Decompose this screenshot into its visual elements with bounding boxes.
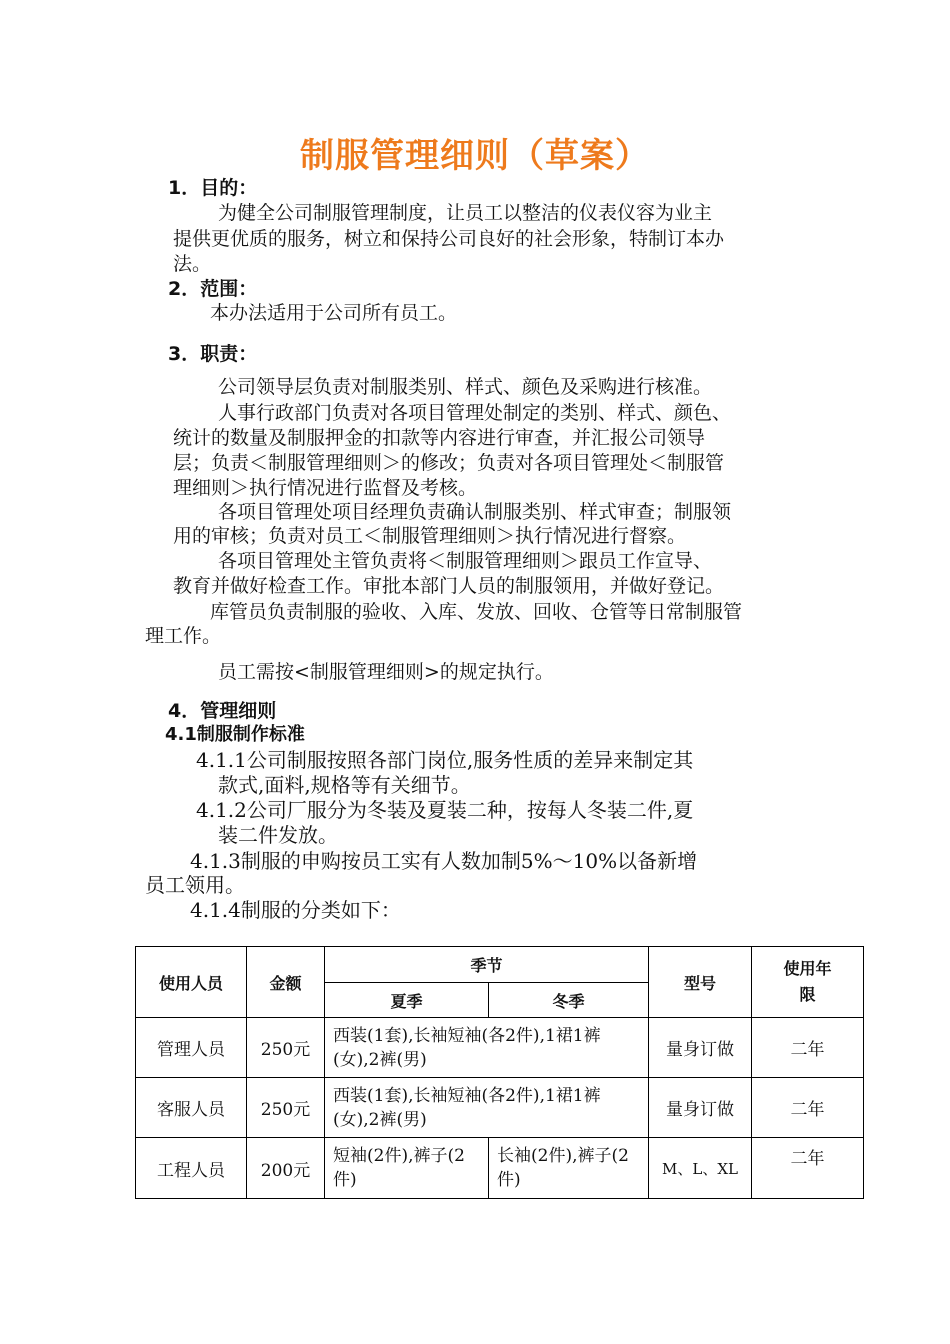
- paragraph-line: 法。: [173, 253, 212, 275]
- paragraph-line: 各项目管理处项目经理负责确认制服类别、样式审查；制服领: [218, 501, 732, 523]
- cell-items: 西装(1套),长袖短袖(各2件),1裙1裤(女),2裤(男): [325, 1078, 649, 1138]
- header-years: [752, 947, 864, 1018]
- header-model: 型号: [649, 947, 752, 1018]
- paragraph-line: 理细则＞执行情况进行监督及考核。: [173, 477, 478, 499]
- table-row: [136, 1138, 864, 1199]
- paragraph-line: 本办法适用于公司所有员工。: [210, 302, 458, 324]
- cell-user: 工程人员: [136, 1138, 247, 1199]
- paragraph-line: 人事行政部门负责对各项目管理处制定的类别、样式、颜色、: [218, 402, 732, 424]
- paragraph-line: 款式,面料,规格等有关细节。: [218, 773, 471, 797]
- paragraph-line: 为健全公司制服管理制度，让员工以整洁的仪表仪容为业主: [218, 202, 713, 224]
- cell-winter: 长袖(2件),裤子(2件): [489, 1138, 649, 1199]
- paragraph-line: 4.1.2公司厂服分为冬装及夏装二种，按每人冬装二件,夏: [196, 798, 694, 822]
- paragraph-line: 统计的数量及制服押金的扣款等内容进行审查，并汇报公司领导: [173, 427, 706, 449]
- page-title: 制服管理细则（草案）: [300, 136, 650, 176]
- table-row: [136, 1018, 864, 1078]
- cell-years: 二年: [752, 1078, 864, 1138]
- header-season: 季节: [325, 947, 649, 983]
- paragraph-line: 装二件发放。: [218, 823, 338, 847]
- header-user: 使用人员: [136, 947, 247, 1018]
- section-2-heading: 2．范围：: [168, 278, 258, 300]
- cell-user: 管理人员: [136, 1018, 247, 1078]
- header-winter: 冬季: [489, 983, 649, 1018]
- cell-amount: 250元: [247, 1078, 325, 1138]
- cell-items: 西装(1套),长袖短袖(各2件),1裙1裤(女),2裤(男): [325, 1018, 649, 1078]
- table-row: [136, 1078, 864, 1138]
- table-header-row: [136, 947, 864, 983]
- paragraph-line: 理工作。: [145, 625, 222, 647]
- paragraph-line: 员工需按<制服管理细则>的规定执行。: [218, 661, 554, 683]
- paragraph-line: 库管员负责制服的验收、入库、发放、回收、仓管等日常制服管: [210, 601, 743, 623]
- paragraph-line: 4.1.1公司制服按照各部门岗位,服务性质的差异来制定其: [196, 748, 694, 772]
- paragraph-line: 提供更优质的服务，树立和保持公司良好的社会形象，特制订本办: [173, 228, 725, 250]
- section-1-heading: 1．目的：: [168, 177, 258, 199]
- header-amount: 金额: [247, 947, 325, 1018]
- cell-summer: 短袖(2件),裤子(2件): [325, 1138, 489, 1199]
- cell-amount: 250元: [247, 1018, 325, 1078]
- paragraph-line: 用的审核；负责对员工＜制服管理细则＞执行情况进行督察。: [173, 525, 687, 547]
- header-years-label: 使用年限: [783, 959, 832, 1004]
- paragraph-line: 层；负责＜制服管理细则＞的修改；负责对各项目管理处＜制服管: [173, 452, 725, 474]
- uniform-classification-table: [135, 946, 864, 1199]
- header-summer: 夏季: [325, 983, 489, 1018]
- cell-model: M、L、XL: [649, 1138, 752, 1199]
- cell-years: 二年: [752, 1138, 864, 1199]
- cell-user: 客服人员: [136, 1078, 247, 1138]
- section-3-heading: 3．职责：: [168, 343, 258, 365]
- cell-amount: 200元: [247, 1138, 325, 1199]
- subsection-heading: 4.1制服制作标准: [165, 724, 305, 745]
- section-4-heading: 4．管理细则: [168, 700, 277, 722]
- cell-years: 二年: [752, 1018, 864, 1078]
- cell-model: 量身订做: [649, 1018, 752, 1078]
- paragraph-line: 员工领用。: [145, 873, 245, 897]
- paragraph-line: 教育并做好检查工作。审批本部门人员的制服领用，并做好登记。: [173, 575, 725, 597]
- paragraph-line: 4.1.4制服的分类如下：: [190, 898, 401, 922]
- paragraph-line: 公司领导层负责对制服类别、样式、颜色及采购进行核准。: [218, 376, 713, 398]
- cell-model: 量身订做: [649, 1078, 752, 1138]
- paragraph-line: 4.1.3制服的申购按员工实有人数加制5%～10%以备新增: [190, 849, 698, 873]
- paragraph-line: 各项目管理处主管负责将＜制服管理细则＞跟员工作宣导、: [218, 550, 713, 572]
